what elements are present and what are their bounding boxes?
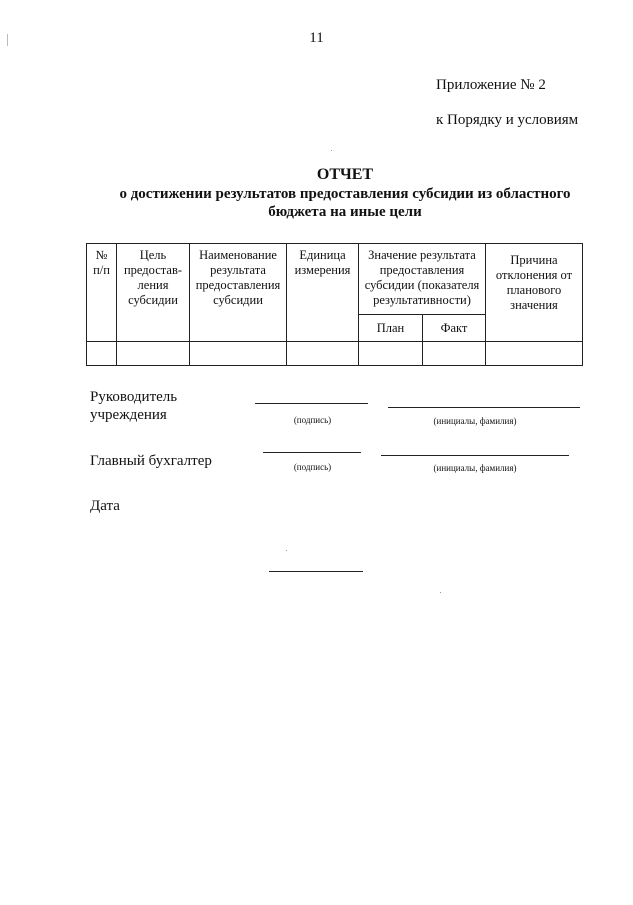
date-line[interactable] [269,571,363,572]
head-label: Руководитель учреждения [90,389,178,423]
header-goal: Цель предостав-ления субсидии [117,244,190,342]
scan-speck [331,150,332,151]
header-reason: Причина отклонения от планового значения [486,244,583,342]
head-name-line[interactable] [388,407,580,408]
report-subtitle: о достижении результатов предоставления субсидии из областного бюджета на иные цели [119,186,571,220]
table-cell[interactable] [87,342,117,366]
head-name-caption: (инициалы, фамилия) [433,416,517,426]
table-row [87,342,583,366]
head-signature-line[interactable] [255,403,368,404]
date-label: Дата [90,498,120,514]
accountant-signature-line[interactable] [263,452,361,453]
header-result-name: Наименование результата предоставления субсидии [190,244,287,342]
header-plan: План [359,315,423,342]
table-cell[interactable] [486,342,583,366]
appendix-line-1: Приложение № 2 [436,77,546,93]
head-signature-caption: (подпись) [293,415,332,425]
table-cell[interactable] [190,342,287,366]
page-number: 11 [309,30,324,46]
accountant-signature-caption: (подпись) [293,462,332,472]
table-cell[interactable] [117,342,190,366]
header-number: № п/п [87,244,117,342]
header-unit: Единица измерения [287,244,359,342]
header-value: Значение результата предоставления субсидии (показателя результативности) [359,244,486,315]
report-table [86,243,583,366]
accountant-name-line[interactable] [381,455,569,456]
report-title: ОТЧЕТ [316,166,374,183]
table-cell[interactable] [359,342,423,366]
header-fact: Факт [423,315,486,342]
table-cell[interactable] [423,342,486,366]
scan-speck [286,550,287,551]
accountant-label: Главный бухгалтер [90,453,212,469]
appendix-line-2: к Порядку и условиям [436,112,579,128]
scan-speck [440,592,441,593]
table-header-row [87,244,583,315]
table-cell[interactable] [287,342,359,366]
accountant-name-caption: (инициалы, фамилия) [433,463,517,473]
